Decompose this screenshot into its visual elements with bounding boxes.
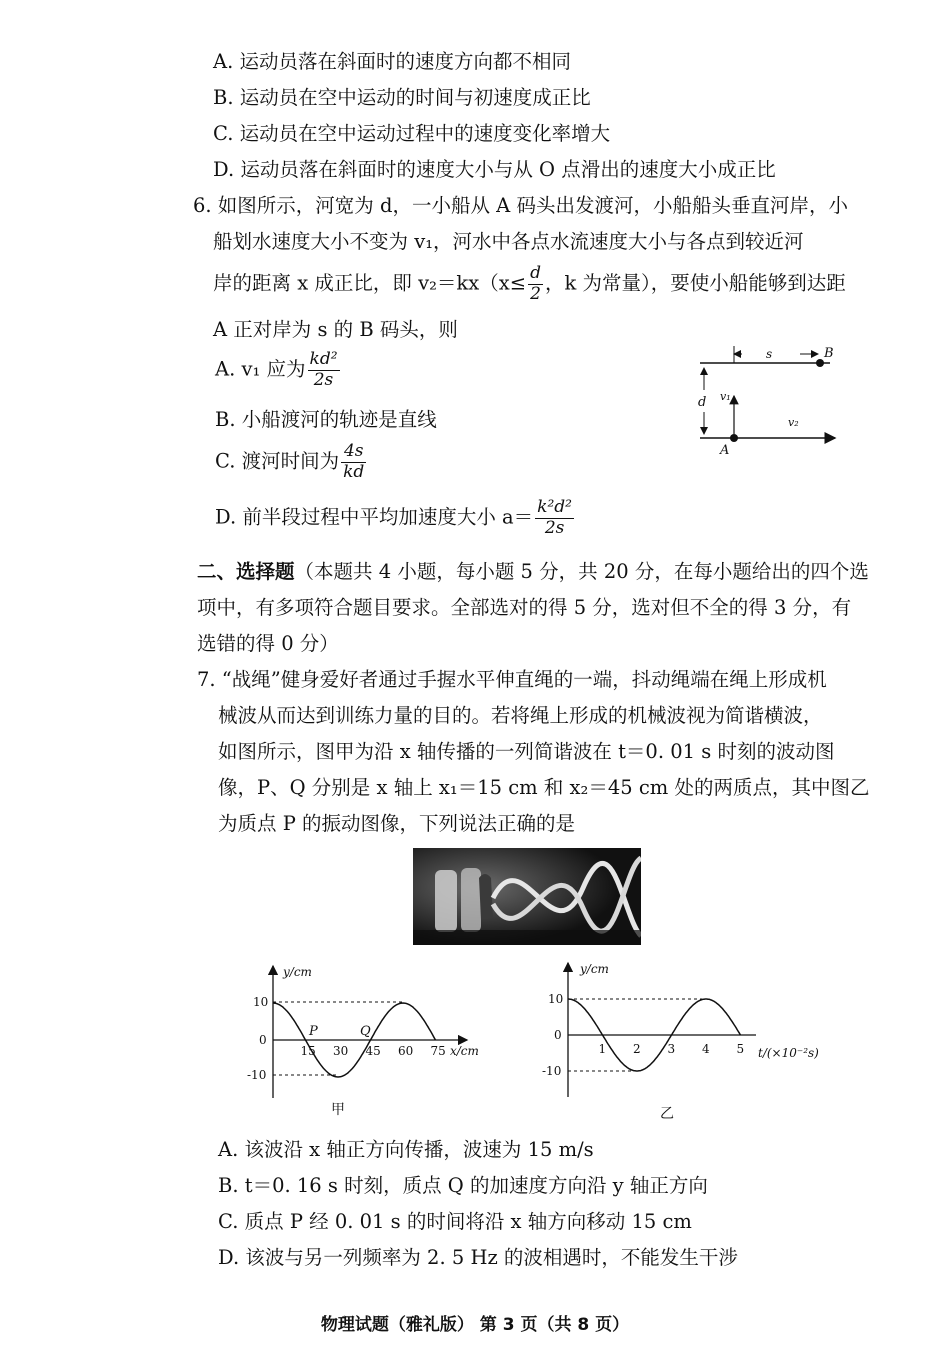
wave-graph-jia bbox=[245, 958, 505, 1123]
q6-option-d: D. 前半段过程中平均加速度大小 a＝ $\frac{\text{k²d²}}{2s}$ bbox=[215, 497, 572, 538]
river-crossing-figure bbox=[690, 338, 850, 460]
y-tick-label: 0 bbox=[259, 1033, 267, 1047]
page-footer: 物理试题（雅礼版） 第 3 页（共 8 页） bbox=[320, 1315, 630, 1335]
q6-option-b: B. 小船渡河的轨迹是直线 bbox=[215, 408, 437, 431]
t-tick-label: 4 bbox=[702, 1042, 710, 1056]
graph-caption-yi: 乙 bbox=[660, 1106, 674, 1122]
t-tick-label: 5 bbox=[736, 1042, 745, 1056]
y-tick-label: 10 bbox=[548, 992, 564, 1006]
q7-option-c: C. 质点 P 经 0. 01 s 的时间将沿 x 轴方向移动 15 cm bbox=[218, 1210, 692, 1233]
t-tick-label: 1 bbox=[598, 1042, 607, 1056]
dock-b-dot bbox=[816, 359, 824, 367]
q6-stem-line3: 岸的距离 x 成正比，即 v₂＝kx（x≤ $\frac{d}{2}$ ，k 为常量），要使小船能够到达距 bbox=[213, 263, 846, 304]
point-p-label: P bbox=[309, 1024, 318, 1039]
vibration-graph-yi bbox=[540, 955, 830, 1125]
y-axis-label: y/cm bbox=[580, 962, 609, 976]
x-tick-label: 30 bbox=[333, 1044, 349, 1058]
v2-label: v₂ bbox=[788, 416, 799, 429]
q6-stem-line2: 船划水速度大小不变为 v₁，河水中各点水流速度大小与各点到较近河 bbox=[213, 230, 804, 253]
q7-stem-line2: 械波从而达到训练力量的目的。若将绳上形成的机械波视为简谐横波， bbox=[218, 704, 823, 727]
q5-option-d: D. 运动员落在斜面时的速度大小与从 O 点滑出的速度大小成正比 bbox=[213, 158, 776, 181]
q6-option-a: A. v₁ 应为 $\frac{\text{kd²}}{2s}$ bbox=[215, 349, 338, 390]
t-tick-label: 2 bbox=[633, 1042, 641, 1056]
q5-option-a: A. 运动员落在斜面时的速度方向都不相同 bbox=[213, 50, 571, 73]
y-tick-label: -10 bbox=[247, 1068, 267, 1082]
section-2-line1: 二、选择题（本题共 4 小题，每小题 5 分，共 20 分，在每小题给出的四个选 bbox=[197, 560, 869, 583]
battle-rope-photo bbox=[413, 848, 641, 945]
v1-label: v₁ bbox=[720, 390, 731, 403]
section-2-line2: 项中，有多项符合题目要求。全部选对的得 5 分，选对但不全的得 3 分，有 bbox=[197, 596, 852, 619]
q7-stem-line3: 如图所示，图甲为沿 x 轴传播的一列简谐波在 t＝0. 01 s 时刻的波动图 bbox=[218, 740, 835, 763]
d-label: d bbox=[698, 395, 707, 410]
q5-option-b: B. 运动员在空中运动的时间与初速度成正比 bbox=[213, 86, 591, 109]
a-label: A bbox=[720, 443, 730, 458]
t-axis-label: t/(×10⁻²s) bbox=[758, 1046, 819, 1060]
y-tick-label: 0 bbox=[554, 1028, 562, 1042]
q7-stem-line5: 为质点 P 的振动图像，下列说法正确的是 bbox=[218, 812, 576, 835]
q5-option-c: C. 运动员在空中运动过程中的速度变化率增大 bbox=[213, 122, 611, 145]
y-axis-label: y/cm bbox=[283, 965, 312, 979]
x-tick-label: 15 bbox=[300, 1044, 316, 1058]
q6-stem-line4: A 正对岸为 s 的 B 码头，则 bbox=[213, 318, 458, 341]
b-label: B bbox=[824, 346, 834, 361]
q7-stem-line4: 像，P、Q 分别是 x 轴上 x₁＝15 cm 和 x₂＝45 cm 处的两质点，其中图乙 bbox=[218, 776, 870, 799]
q7-option-a: A. 该波沿 x 轴正方向传播，波速为 15 m/s bbox=[218, 1138, 594, 1161]
dock-a-dot bbox=[730, 434, 738, 442]
t-tick-label: 3 bbox=[667, 1042, 676, 1056]
point-q-label: Q bbox=[360, 1024, 371, 1039]
y-tick-label: 10 bbox=[253, 995, 269, 1009]
q6-option-c: C. 渡河时间为 $\frac{4s}{kd}$ bbox=[215, 441, 365, 482]
s-label: s bbox=[766, 347, 773, 361]
q6-stem-line1: 6. 如图所示，河宽为 d，一小船从 A 码头出发渡河，小船船头垂直河岸，小 bbox=[193, 194, 848, 217]
x-tick-label: 45 bbox=[365, 1044, 381, 1058]
q7-stem-line1: 7. “战绳”健身爱好者通过手握水平伸直绳的一端，抖动绳端在绳上形成机 bbox=[197, 668, 827, 691]
x-tick-label: 60 bbox=[398, 1044, 414, 1058]
q7-option-d: D. 该波与另一列频率为 2. 5 Hz 的波相遇时，不能发生干涉 bbox=[218, 1246, 738, 1269]
section-2-line3: 选错的得 0 分） bbox=[197, 632, 339, 655]
q7-option-b: B. t＝0. 16 s 时刻，质点 Q 的加速度方向沿 y 轴正方向 bbox=[218, 1174, 708, 1197]
x-axis-label: x/cm bbox=[450, 1044, 479, 1058]
y-tick-label: -10 bbox=[542, 1064, 562, 1078]
graph-caption-jia: 甲 bbox=[331, 1102, 345, 1118]
x-tick-label: 75 bbox=[430, 1044, 446, 1058]
